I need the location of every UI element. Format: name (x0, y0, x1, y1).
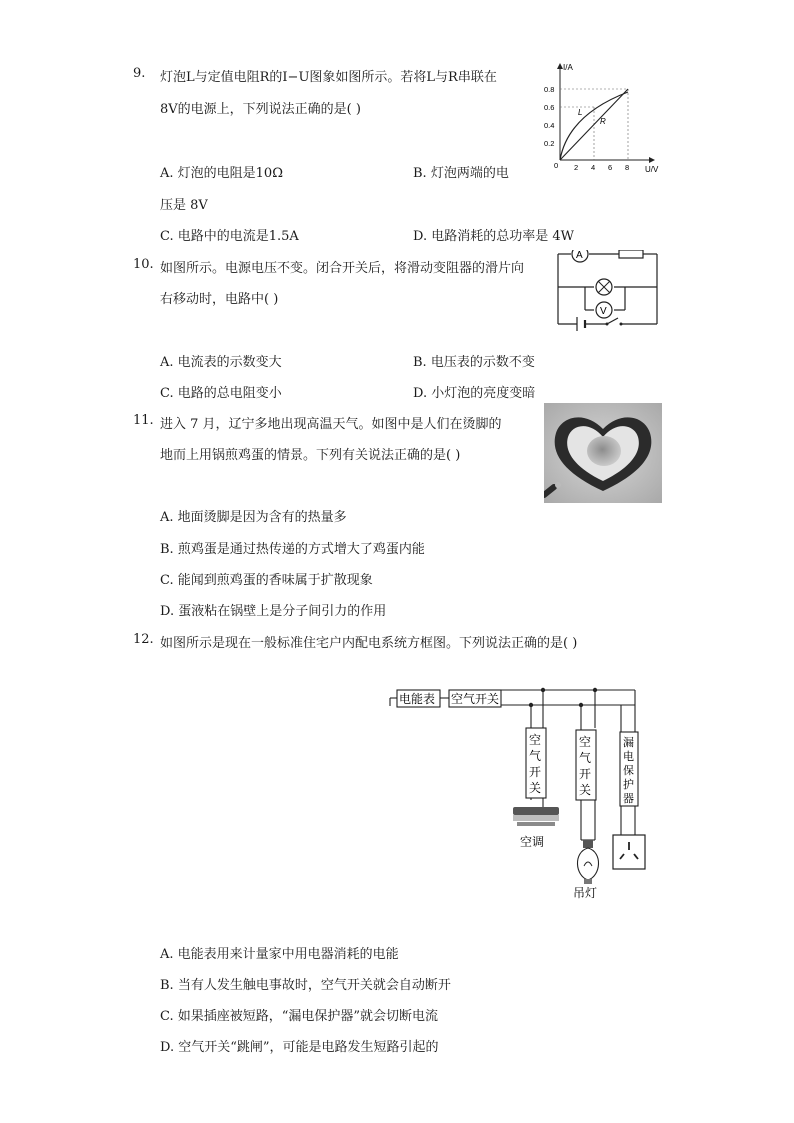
question-text: 地而上用锅煎鸡蛋的情景。下列有关说法正确的是( ) (160, 448, 461, 463)
protector-char: 保 (623, 765, 634, 777)
switch-char: 气 (529, 749, 542, 763)
question-text: 8V的电源上，下列说法正确的是( ) (160, 102, 361, 117)
question-text: 进入 7 月，辽宁多地出现高温天气。如图中是人们在烫脚的 (160, 417, 502, 432)
option-d: D. 小灯泡的亮度变暗 (413, 386, 536, 401)
egg-icon (587, 436, 621, 466)
option-d: D. 电路消耗的总功率是 4W (413, 229, 574, 244)
air-conditioner-icon (513, 807, 559, 826)
y-axis-label: I/A (563, 63, 573, 72)
pendant-lamp-icon (577, 840, 598, 884)
switch-char: 关 (529, 781, 542, 795)
option-c: C. 电路中的电流是1.5A (160, 229, 299, 244)
y-tick: 0.8 (544, 85, 555, 94)
option-c: C. 电路的总电阻变小 (160, 386, 282, 401)
socket-icon (613, 835, 645, 869)
switch-char: 关 (579, 783, 592, 797)
switch-char: 气 (579, 751, 592, 765)
switch-char: 空 (529, 733, 542, 747)
protector-char: 电 (623, 751, 634, 763)
iu-graph (540, 60, 665, 178)
question-text: 灯泡L与定值电阻R的I−U图象如图所示。若将L与R串联在 (160, 70, 497, 85)
question-number: 12. (133, 632, 154, 647)
egg-pan-photo (544, 403, 662, 503)
option-b: B. 灯泡两端的电 (413, 166, 509, 181)
line-r-label: R (600, 117, 606, 126)
protector-char: 护 (623, 779, 634, 791)
question-text: 如图所示是现在一般标准住宅户内配电系统方框图。下列说法正确的是( ) (160, 636, 578, 651)
switch-char: 开 (529, 765, 542, 779)
option-b: B. 当有人发生触电事故时，空气开关就会自动断开 (160, 978, 451, 993)
voltmeter-label: V (600, 306, 607, 317)
air-conditioner-label: 空调 (520, 835, 545, 849)
option-d: D. 空气开关“跳闸”，可能是电路发生短路引起的 (160, 1040, 439, 1055)
option-c: C. 能闻到煎鸡蛋的香味属于扩散现象 (160, 573, 373, 588)
question-text: 如图所示。电源电压不变。闭合开关后，将滑动变阻器的滑片向 (160, 261, 525, 276)
question-number: 9. (133, 66, 146, 81)
y-tick: 0.6 (544, 103, 555, 112)
curve-l-label: L (578, 108, 583, 117)
option-a: A. 地面烫脚是因为含有的热量多 (160, 510, 347, 525)
x-tick: 2 (574, 163, 579, 172)
question-number: 11. (133, 413, 154, 428)
switch-char: 开 (579, 767, 592, 781)
x-axis-label: U/V (645, 165, 659, 174)
option-c: C. 如果插座被短路，“漏电保护器”就会切断电流 (160, 1009, 439, 1024)
x-tick: 6 (608, 163, 613, 172)
option-a: A. 电能表用来计量家中用电器消耗的电能 (160, 947, 399, 962)
option-d: D. 蛋液粘在锅壁上是分子间引力的作用 (160, 604, 387, 619)
distribution-diagram (385, 680, 665, 905)
switch-char: 空 (579, 735, 592, 749)
question-number: 10. (133, 257, 154, 272)
option-b: B. 电压表的示数不变 (413, 355, 535, 370)
option-b-continued: 压是 8V (160, 198, 208, 213)
option-a: A. 电流表的示数变大 (160, 355, 282, 370)
switch-icon (606, 323, 609, 326)
y-tick: 0.2 (544, 139, 555, 148)
question-text: 右移动时，电路中( ) (160, 292, 279, 307)
option-b: B. 煎鸡蛋是通过热传递的方式增大了鸡蛋内能 (160, 542, 425, 557)
line-r (560, 89, 628, 160)
rheostat-icon (619, 250, 643, 258)
lamp-label: 吊灯 (573, 886, 598, 900)
ammeter-label: A (576, 250, 583, 261)
x-tick: 4 (591, 163, 596, 172)
circuit-diagram (555, 250, 661, 332)
y-tick: 0.4 (544, 121, 555, 130)
main-switch-label: 空气开关 (451, 692, 500, 706)
origin-label: 0 (554, 161, 559, 170)
option-a: A. 灯泡的电阻是10Ω (160, 166, 283, 181)
protector-char: 漏 (623, 737, 634, 749)
protector-char: 器 (623, 793, 634, 805)
meter-label: 电能表 (399, 692, 436, 706)
x-tick: 8 (625, 163, 630, 172)
